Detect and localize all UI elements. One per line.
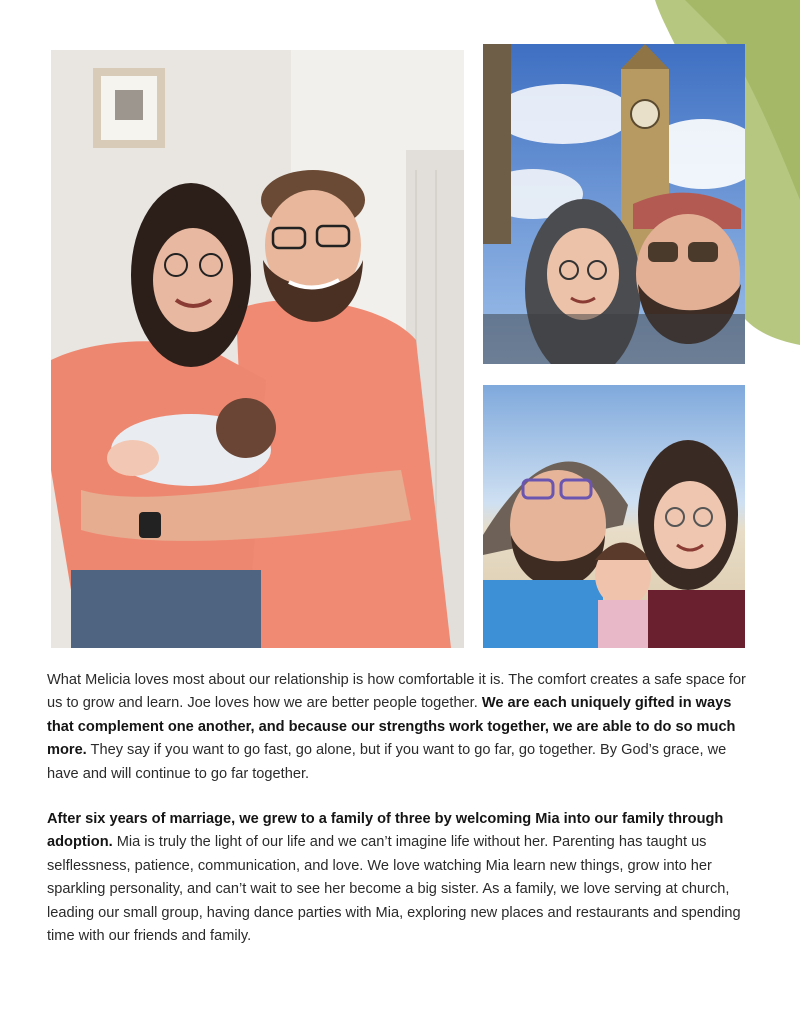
beach-family-selfie-photo: [483, 385, 745, 648]
paragraph-1-text-2: They say if you want to go fast, go alone, but if you want to go far, go together. By God’s grace, we have and will continue to go far together.: [47, 742, 727, 782]
paragraph-2-text: Mia is truly the light of our life and we can’t imagine life without her. Parenting has taught us selflessness, patience, communication, and love. We love watching Mia learn new things, grow into her sparkling personality, and can’t wait to see her become a big sister. As a family, we love serving at church, leading our small group, having dance parties with Mia, exploring new places and restaurants and spending time with our friends and family.: [47, 834, 741, 945]
couple-with-newborn-photo: [51, 50, 464, 648]
paragraph-2-bold-text: After six years of marriage, we grew to a family of three by welcoming Mia into our family through adoption.: [47, 811, 724, 851]
london-big-ben-selfie-photo: [483, 44, 745, 364]
story-paragraph-2: [47, 808, 759, 948]
story-paragraph-1: [47, 669, 759, 786]
paragraph-1-bold-text: We are each uniquely gifted in ways that complement one another, and because our strengths work together, we are able to do so much more.: [47, 695, 736, 759]
paragraph-1-text-1: What Melicia loves most about our relationship is how comfortable it is. The comfort creates a safe space for us to grow and learn. Joe loves how we are better people together.: [47, 672, 746, 712]
